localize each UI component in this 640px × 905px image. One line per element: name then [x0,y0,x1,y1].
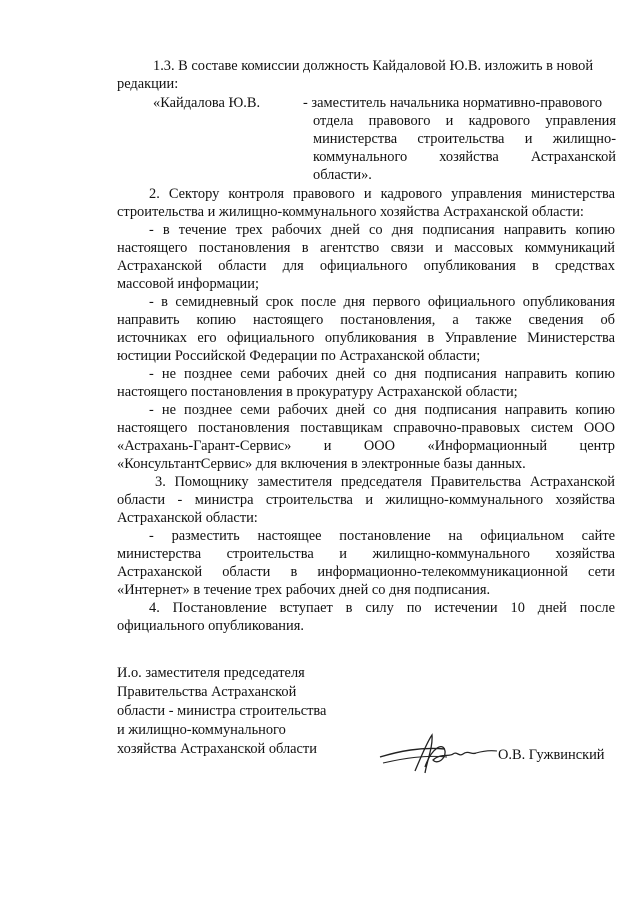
paragraph-2-line: строительства и жилищно-коммунального хозяйства Астраханской области: [117,204,584,220]
signatory-title-line: и жилищно-коммунального [117,722,286,738]
paragraph-3-line: Астраханской области: [117,510,258,526]
paragraph-2-line: - не позднее семи рабочих дней со дня подписания направить копию [149,366,615,382]
paragraph-3-line: - разместить настоящее постановление на официальном сайте [149,528,615,544]
paragraph-3-line: Астраханской области в информационно-телекоммуникационной сети [117,564,615,580]
member-position-line: отдела правового и кадрового управления [313,113,616,129]
member-position-line: - заместитель начальника нормативно-правового [303,95,603,111]
paragraph-2-line: «КонсультантСервис» для включения в электронные базы данных. [117,456,526,472]
handwritten-signature [375,727,500,782]
paragraph-2-line: 2. Сектору контроля правового и кадрового управления министерства [149,186,615,202]
member-name: «Кайдалова Ю.В. [153,95,261,111]
paragraph-3-line: министерства строительства и жилищно-коммунального хозяйства [117,546,615,562]
signatory-title-line: И.о. заместителя председателя [117,665,305,681]
paragraph-2-line: - в течение трех рабочих дней со дня подписания направить копию [149,222,615,238]
signer-name: О.В. Гужвинский [498,747,605,763]
paragraph-1-3-line: 1.3. В составе комиссии должность Кайдаловой Ю.В. изложить в новой [153,58,594,74]
paragraph-4-line: официального опубликования. [117,618,304,634]
paragraph-2-line: «Астрахань-Гарант-Сервис» и ООО «Информационный центр [117,438,615,454]
signatory-title-line: области - министра строительства [117,703,327,719]
paragraph-2-line: источниках его официального опубликования в Управление Министерства [117,330,615,346]
paragraph-2-line: настоящего постановления поставщикам справочно-правовых систем ООО [117,420,615,436]
signatory-title-line: Правительства Астраханской [117,684,297,700]
paragraph-2-line: - в семидневный срок после дня первого официального опубликования [149,294,615,310]
paragraph-2-line: направить копию настоящего постановления, а также сведения об [117,312,615,328]
paragraph-2-line: настоящего постановления в прокуратуру Астраханской области; [117,384,518,400]
paragraph-1-3-line: редакции: [117,76,179,92]
paragraph-4-line: 4. Постановление вступает в силу по истечении 10 дней после [149,600,615,616]
paragraph-3-line: области - министра строительства и жилищно-коммунального хозяйства [117,492,615,508]
paragraph-2-line: - не позднее семи рабочих дней со дня подписания направить копию [149,402,615,418]
member-position-line: министерства строительства и жилищно- [313,131,616,147]
paragraph-3-line: «Интернет» в течение трех рабочих дней со дня подписания. [117,582,491,598]
signatory-title-line: хозяйства Астраханской области [117,741,317,757]
member-position-line: области». [313,167,372,183]
paragraph-2-line: настоящего постановления в агентство связи и массовых коммуникаций [117,240,615,256]
paragraph-2-line: массовой информации; [117,276,259,292]
paragraph-3-line: 3. Помощнику заместителя председателя Правительства Астраханской [155,474,615,490]
paragraph-2-line: юстиции Российской Федерации по Астраханской области; [117,348,481,364]
paragraph-2-line: Астраханской области для официального опубликования в средствах [117,258,615,274]
member-position-line: коммунального хозяйства Астраханской [313,149,616,165]
